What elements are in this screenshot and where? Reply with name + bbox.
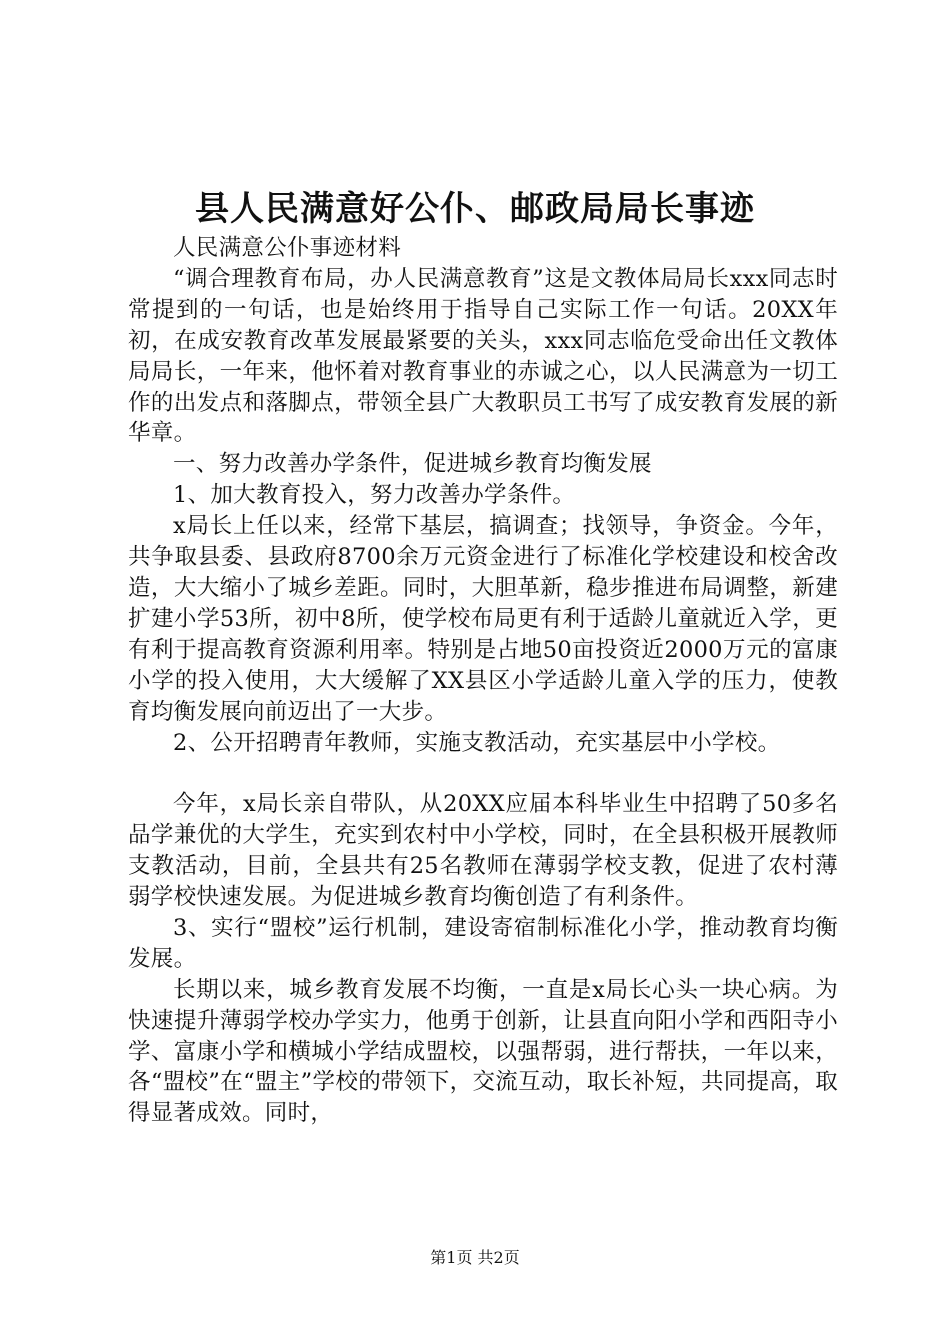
subheading-1: 1、加大教育投入，努力改善办学条件。 xyxy=(173,482,576,509)
paragraph-subtitle: 人民满意公仆事迹材料 xyxy=(173,235,402,261)
subheading-3: 3、实行“盟校”运行机制，建设寄宿制标准化小学，推动教育均衡发展。 xyxy=(128,914,838,972)
subheading-2: 2、公开招聘青年教师，实施支教活动，充实基层中小学校。 xyxy=(173,729,781,756)
document-title: 县人民满意好公仆、邮政局局长事迹 xyxy=(195,189,755,229)
paragraph-alliance: 长期以来，城乡教育发展不均衡，一直是x局长心头一块心病。为快速提升薄弱学校办学实力，他勇于创新，让县直向阳小学和西阳寺小学、富康小学和横城小学结成盟校，以强帮弱，进行帮扶，一年以来，各“盟校”在“盟主”学校的带领下，交流互动，取长补短，共同提高，取得显著成效。同时， xyxy=(128,976,838,1127)
paragraph-recruitment: 今年，x局长亲自带队，从20XX应届本科毕业生中招聘了50多名品学兼优的大学生，充实到农村中小学校，同时，在全县积极开展教师支教活动，目前，全县共有25名教师在薄弱学校支教，促进了农村薄弱学校快速发展。为促进城乡教育均衡创造了有利条件。 xyxy=(128,791,838,911)
paragraph-investment: x局长上任以来，经常下基层，搞调查；找领导，争资金。今年，共争取县委、县政府8700余万元资金进行了标准化学校建设和校舍改造，大大缩小了城乡差距。同时，大胆革新，稳步推进布局调整，新建扩建小学53所，初中8所，使学校布局更有利于适龄儿童就近入学，更有利于提高教育资源利用率。特别是占地50亩投资近2000万元的富康小学的投入使用，大大缓解了XX县区小学适龄儿童入学的压力，使教育均衡发展向前迈出了一大步。 xyxy=(128,513,838,725)
paragraph-intro: “调合理教育布局，办人民满意教育”这是文教体局局长xxx同志时常提到的一句话，也是始终用于指导自己实际工作一句话。20XX年初，在成安教育改革发展最紧要的关头，xxx同志临危受命出任文教体局局长，一年来，他怀着对教育事业的赤诚之心，以人民满意为一切工作的出发点和落脚点，带领全县广大教职员工书写了成安教育发展的新华章。 xyxy=(128,265,838,447)
document-body xyxy=(128,233,838,1129)
section-heading-1: 一、努力改善办学条件，促进城乡教育均衡发展 xyxy=(173,451,652,478)
page-footer: 第1页 共2页 xyxy=(430,1248,520,1267)
